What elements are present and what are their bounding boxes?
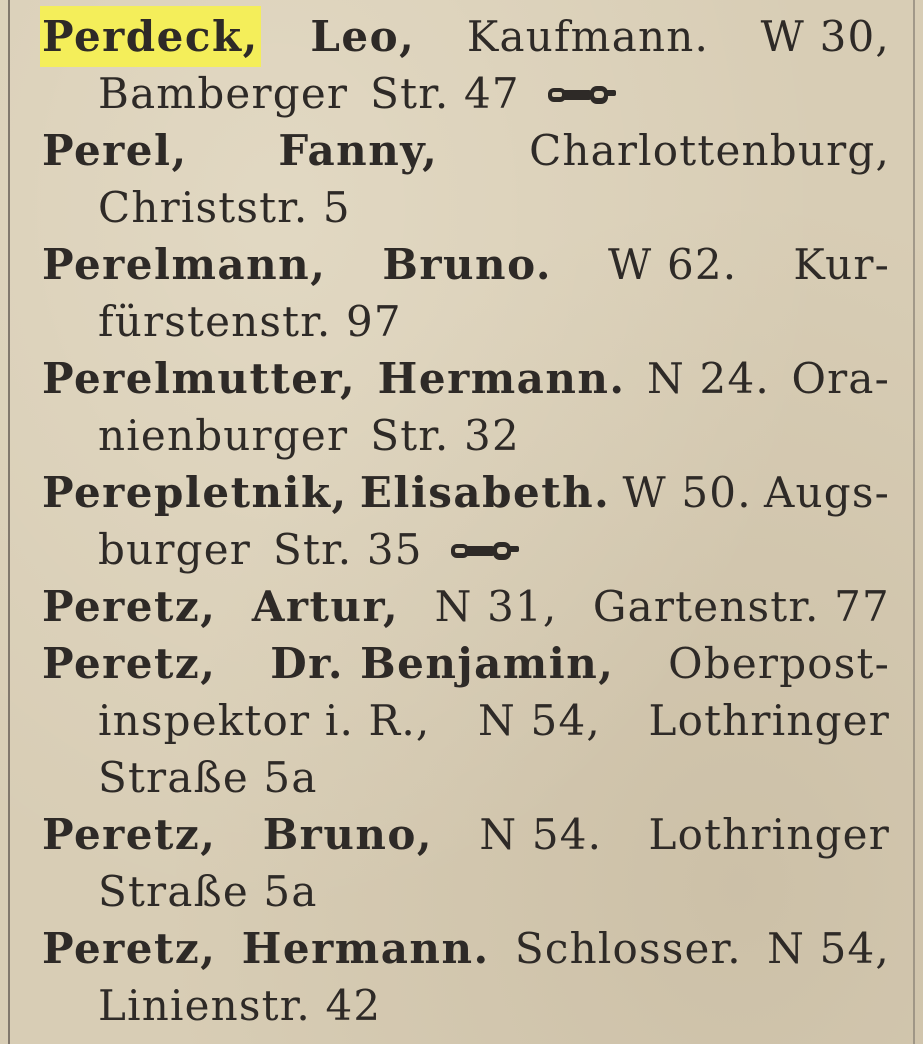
directory-entry	[42, 8, 890, 122]
entry-surname: Peretz,	[42, 924, 217, 973]
entry-street: Christstr. 5	[98, 183, 351, 232]
entry-line	[42, 122, 890, 179]
entry-given-name: Hermann.	[241, 924, 490, 973]
entry-street: Linienstr. 42	[98, 981, 382, 1030]
entry-surname: Peretz,	[42, 582, 217, 631]
entry-line	[42, 521, 890, 578]
entry-street: Gartenstr. 77	[592, 582, 890, 631]
entry-line	[42, 293, 890, 350]
directory-entries	[42, 8, 890, 1034]
entry-district: N 54,	[478, 696, 601, 745]
entry-street: Lothringer	[648, 810, 890, 859]
entry-line	[42, 464, 890, 521]
entry-street: Bamberger	[98, 69, 349, 118]
entry-street: Kur-	[793, 240, 890, 289]
directory-entry	[42, 464, 890, 578]
entry-occupation: Kaufmann.	[466, 12, 710, 61]
entry-house-number: Str. 32	[370, 411, 520, 460]
entry-line	[42, 65, 890, 122]
entry-given-name: Hermann.	[377, 354, 626, 403]
entry-house-number: Str. 35	[273, 525, 423, 574]
entry-district: N 31,	[434, 582, 558, 631]
entry-occupation: Oberpost-	[668, 639, 890, 688]
entry-surname: Perelmutter,	[42, 354, 357, 403]
entry-district: N 54.	[479, 810, 603, 859]
entry-surname: Peretz,	[42, 810, 217, 859]
entry-line	[42, 749, 890, 806]
directory-entry	[42, 350, 890, 464]
entry-surname: Peretz,	[42, 639, 217, 688]
directory-entry	[42, 806, 890, 920]
entry-house-number: Str. 47	[370, 69, 520, 118]
telephone-icon	[449, 521, 525, 549]
directory-entry	[42, 578, 890, 635]
entry-street: burger	[98, 525, 252, 574]
entry-line	[42, 692, 890, 749]
entry-district: W 50.	[622, 468, 752, 517]
entry-street: Ora-	[791, 354, 890, 403]
directory-entry	[42, 236, 890, 350]
entry-district: W 30,	[760, 12, 890, 61]
entry-occupation: inspektor i. R.,	[98, 696, 431, 745]
entry-line	[42, 806, 890, 863]
entry-line	[42, 407, 890, 464]
entry-given-name: Fanny,	[278, 126, 439, 175]
directory-entry	[42, 635, 890, 806]
entry-line	[42, 350, 890, 407]
entry-district: Charlottenburg,	[529, 126, 890, 175]
directory-entry	[42, 920, 890, 1034]
left-rule	[8, 0, 10, 1044]
entry-given-name: Leo,	[310, 12, 416, 61]
directory-entry	[42, 122, 890, 236]
entry-line	[42, 578, 890, 635]
entry-given-name: Elisabeth.	[359, 468, 611, 517]
entry-surname: Perelmann,	[42, 240, 327, 289]
entry-surname: Perel,	[42, 126, 188, 175]
entry-street: fürstenstr. 97	[98, 297, 402, 346]
entry-district: N 24.	[647, 354, 770, 403]
entry-line	[42, 863, 890, 920]
entry-line	[42, 236, 890, 293]
entry-surname: Perepletnik,	[42, 468, 348, 517]
entry-given-name: Dr. Benjamin,	[270, 639, 615, 688]
entry-line	[42, 635, 890, 692]
entry-given-name: Bruno.	[382, 240, 552, 289]
entry-line	[42, 920, 890, 977]
telephone-icon	[546, 65, 622, 93]
entry-surname-highlighted: Perdeck,	[42, 8, 259, 65]
entry-line	[42, 179, 890, 236]
entry-street: Straße 5a	[98, 753, 318, 802]
entry-street: Straße 5a	[98, 867, 318, 916]
entry-line	[42, 8, 890, 65]
entry-line	[42, 977, 890, 1034]
entry-street: Augs-	[763, 468, 890, 517]
entry-given-name: Bruno,	[262, 810, 434, 859]
entry-occupation: Schlosser.	[514, 924, 742, 973]
entry-district: W 62.	[608, 240, 738, 289]
entry-street: Lothringer	[648, 696, 890, 745]
entry-given-name: Artur,	[251, 582, 400, 631]
entry-district: N 54,	[767, 924, 890, 973]
entry-street: nienburger	[98, 411, 349, 460]
right-rule	[913, 0, 915, 1044]
